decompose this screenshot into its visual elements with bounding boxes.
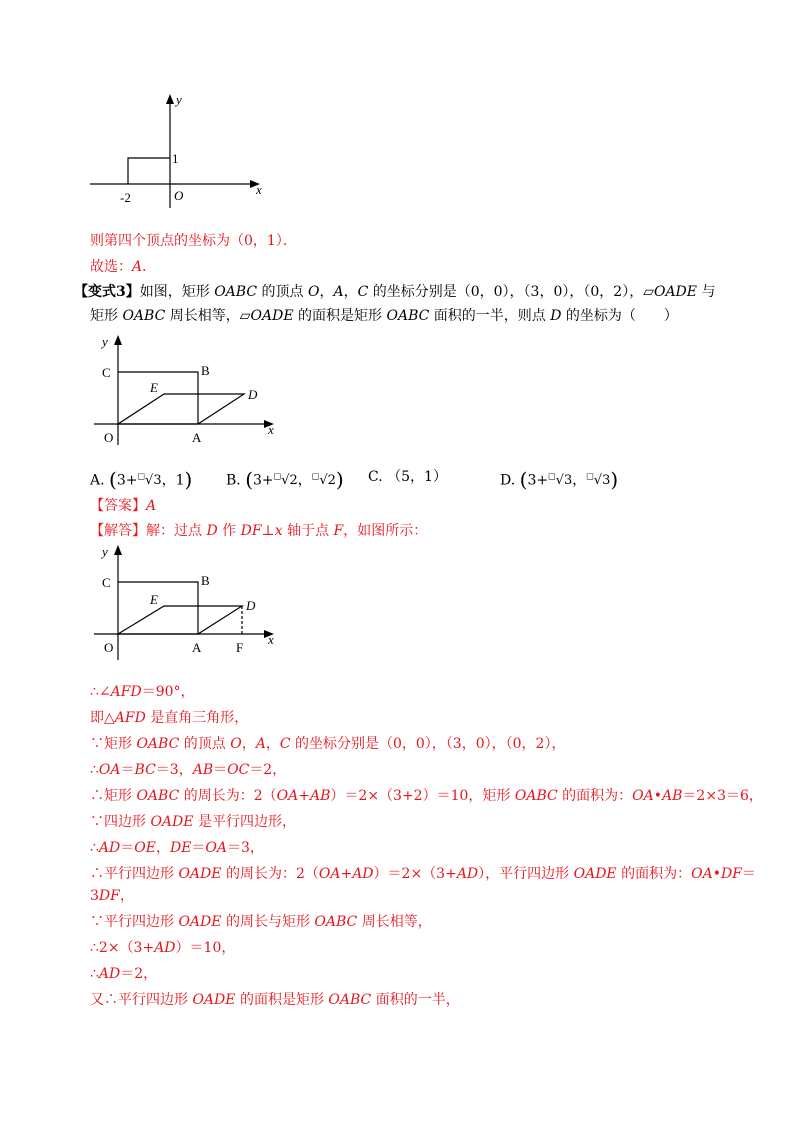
fig3-label-F: F [236,640,244,655]
step-9: 3DF， [90,888,134,904]
fig3-label-D: D [246,598,256,613]
fig2-x-label: x [268,422,274,437]
fig1-rectangle [128,158,170,184]
problem-line-1: 【变式3】如图，矩形 OABC 的顶点 O，A，C 的坐标分别是（0，0），（3，0），（0，2），▱OADE 与 [74,284,716,300]
fig3-label-C: C [102,575,111,590]
figure-3-diagram [88,540,288,665]
step-4: ∴OA＝BC＝3，AB＝OC＝2， [90,762,287,778]
option-a[interactable]: A. (3+□√3，1) [90,467,193,492]
step-7: ∴AD＝OE，DE＝OA＝3， [90,840,264,856]
step-12: ∴AD＝2， [90,966,158,982]
fig2-label-A: A [192,430,202,445]
fig2-label-O: O [104,430,114,445]
fig1-tick-x: -2 [120,190,131,205]
fig3-y-label: y [102,544,108,559]
step-3: ∵矩形 OABC 的顶点 O，A，C 的坐标分别是（0，0），（3，0），（0，2）， [90,736,566,752]
step-13: 又∴平行四边形 OADE 的面积是矩形 OABC 面积的一半， [90,992,460,1008]
option-c[interactable]: C. （5，1） [368,469,447,485]
step-6: ∵四边形 OADE 是平行四边形， [90,814,296,830]
fig3-label-B: B [201,573,210,588]
fig1-result-line: 则第四个顶点的坐标为（0，1）． [90,233,297,249]
figure-1-axes [88,90,273,210]
solution-head: 【解答】解：过点 D 作 DF⊥x 轴于点 F，如图所示： [90,523,428,539]
fig3-label-E: E [150,592,158,607]
fig2-y-label: y [102,334,108,349]
fig2-label-C: C [102,365,111,380]
fig3-y-arrow [114,545,122,555]
answer-line: 【答案】A [90,498,157,514]
step-10: ∵平行四边形 OADE 的周长与矩形 OABC 周长相等， [90,914,432,930]
fig1-origin: O [174,188,184,203]
fig2-label-D: D [248,387,258,402]
fig3-x-label: x [268,632,274,647]
fig1-x-label: x [256,182,262,197]
step-2: 即△AFD 是直角三角形， [90,710,249,726]
fig2-y-arrow [114,335,122,345]
option-b[interactable]: B. (3+□√2，□√2) [226,467,344,492]
fig3-label-A: A [192,640,202,655]
fig1-y-arrow [166,94,174,104]
problem-line-2: 矩形 OABC 周长相等，▱OADE 的面积是矩形 OABC 面积的一半，则点 D 的坐标为（ ） [90,308,678,324]
fig1-y-label: y [176,92,182,107]
step-5: ∴矩形 OABC 的周长为：2（OA+AB）＝2×（3+2）＝10，矩形 OABC 的面积为：OA•AB＝2×3＝6， [90,788,763,804]
fig3-label-O: O [104,640,114,655]
fig3-parallelogram [118,606,242,634]
fig1-choice-line: 故选：A． [90,259,157,275]
step-1: ∴∠AFD＝90°， [90,684,195,700]
figure-2-diagram [88,330,288,450]
problem-tag: 【变式3】 [74,284,140,300]
fig1-tick-y: 1 [172,151,179,166]
fig2-parallelogram [118,394,244,424]
fig2-label-B: B [201,363,210,378]
step-8: ∴平行四边形 OADE 的周长为：2（OA+AD）＝2×（3+AD），平行四边形 OADE 的面积为：OA•DF＝ [90,866,756,882]
option-d[interactable]: D. (3+□√3，□√3) [500,467,619,492]
fig2-label-E: E [150,380,158,395]
step-11: ∴2×（3+AD）＝10， [90,940,236,956]
